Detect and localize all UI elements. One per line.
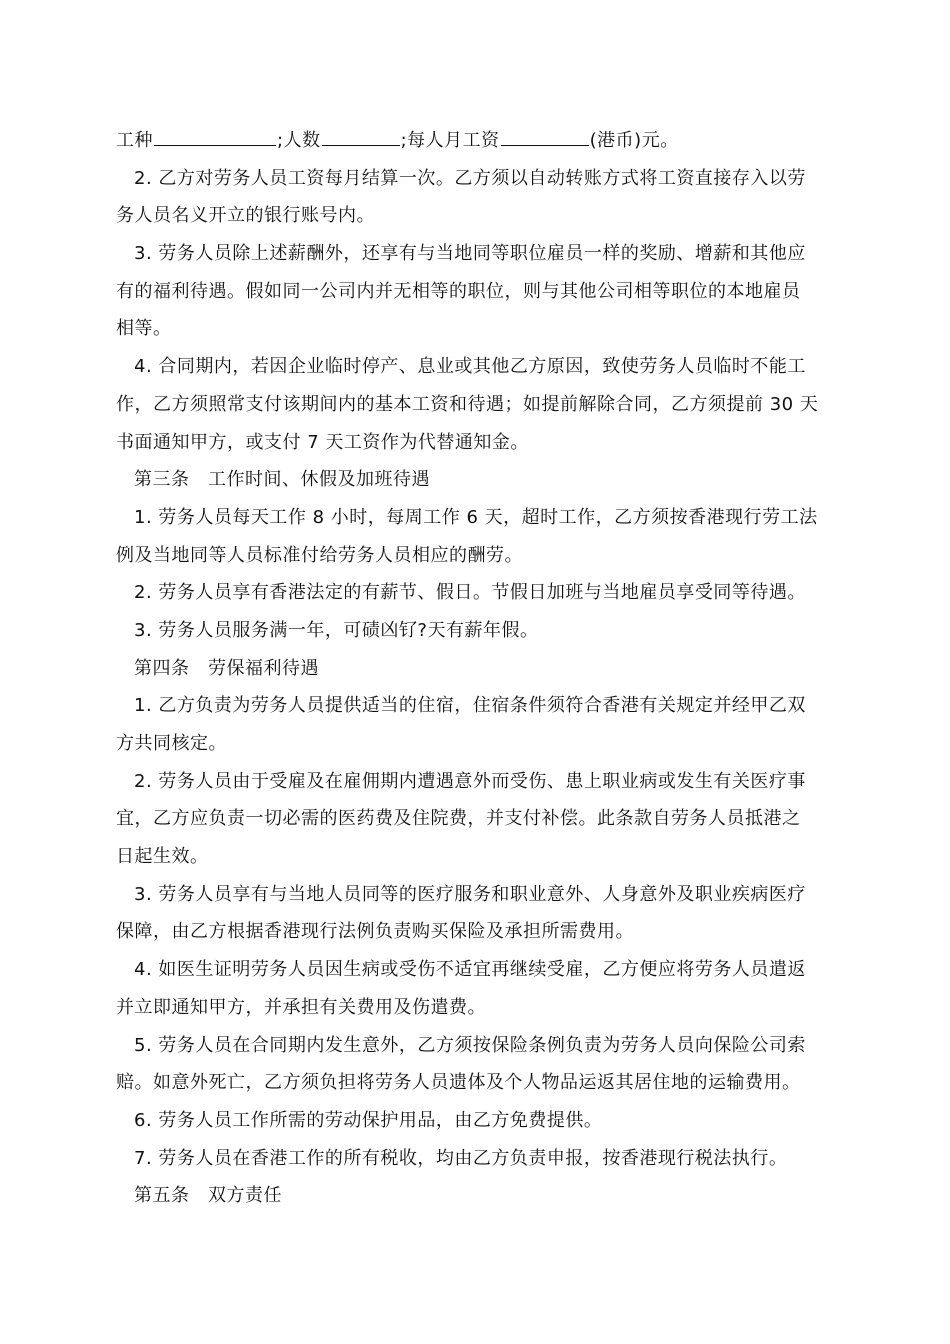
headcount-label: ;人数 [277,130,321,151]
text-line: 3. 劳务人员服务满一年，可碛凶钌?天有薪年假。 [134,619,539,641]
currency-label: (港币)元。 [589,130,679,151]
text-line: 宜，乙方应负责一切必需的医药费及住院费，并支付补偿。此条款自劳务人员抵港之 [116,808,801,830]
text-line: 赔。如意外死亡，乙方须负担将劳务人员遗体及个人物品运返其居住地的运输费用。 [116,1072,801,1094]
text-line: 第四条 劳保福利待遇 [134,657,319,679]
monthly-wage-blank [501,127,589,146]
text-line: 3. 劳务人员除上述薪酬外，还享有与当地同等职位雇员一样的奖励、增薪和其他应 [134,243,806,265]
text-line: 2. 劳务人员由于受雇及在雇佣期内遭遇意外而受伤、患上职业病或发生有关医疗事 [134,770,806,792]
wage-line [116,122,838,160]
text-line: 1. 劳务人员每天工作 8 小时，每周工作 6 天，超时工作，乙方须按香港现行劳工法 [134,506,818,528]
text-line: 3. 劳务人员享有与当地人员同等的医疗服务和职业意外、人身意外及职业疾病医疗 [134,883,806,905]
job-type-blank [154,127,276,146]
document-body [116,122,838,1215]
text-line: 第三条 工作时间、休假及加班待遇 [134,469,430,491]
text-line: 2. 劳务人员享有香港法定的有薪节、假日。节假日加班与当地雇员享受同等待遇。 [134,582,806,604]
text-line: 5. 劳务人员在合同期内发生意外，乙方须按保险条例负责为劳务人员向保险公司索 [134,1034,806,1056]
text-line: 并立即通知甲方，并承担有关费用及伤遣费。 [116,996,486,1018]
text-line: 例及当地同等人员标准付给劳务人员相应的酬劳。 [116,544,523,566]
text-line: 有的福利待遇。假如同一公司内并无相等的职位，则与其他公司相等职位的本地雇员 [116,280,801,302]
job-type-label: 工种 [116,130,153,151]
text-line: 相等。 [116,318,172,340]
text-line: 2. 乙方对劳务人员工资每月结算一次。乙方须以自动转账方式将工资直接存入以劳 [134,167,806,189]
text-line: 书面通知甲方，或支付 7 天工资作为代替通知金。 [116,431,529,453]
text-line: 4. 合同期内，若因企业临时停产、息业或其他乙方原因，致使劳务人员临时不能工 [134,356,806,378]
text-line: 6. 劳务人员工作所需的劳动保护用品，由乙方免费提供。 [134,1109,603,1131]
text-line: 保障，由乙方根据香港现行法例负责购买保险及承担所需费用。 [116,921,634,943]
text-line: 日起生效。 [116,846,209,868]
monthly-wage-label: ;每人月工资 [400,130,500,151]
text-line: 4. 如医生证明劳务人员因生病或受伤不适宜再继续受雇，乙方便应将劳务人员遣返 [134,959,806,981]
text-line: 方共同核定。 [116,733,227,754]
text-line: 作，乙方须照常支付该期间内的基本工资和待遇；如提前解除合同，乙方须提前 30 天 [116,393,819,415]
text-line: 第五条 双方责任 [134,1185,282,1207]
text-line: 7. 劳务人员在香港工作的所有税收，均由乙方负责申报，按香港现行税法执行。 [134,1147,788,1169]
headcount-blank [322,127,400,146]
text-line: 务人员名义开立的银行账号内。 [116,205,375,227]
text-line: 1. 乙方负责为劳务人员提供适当的住宿，住宿条件须符合香港有关规定并经甲乙双 [134,695,806,717]
clause-text [116,160,838,1215]
